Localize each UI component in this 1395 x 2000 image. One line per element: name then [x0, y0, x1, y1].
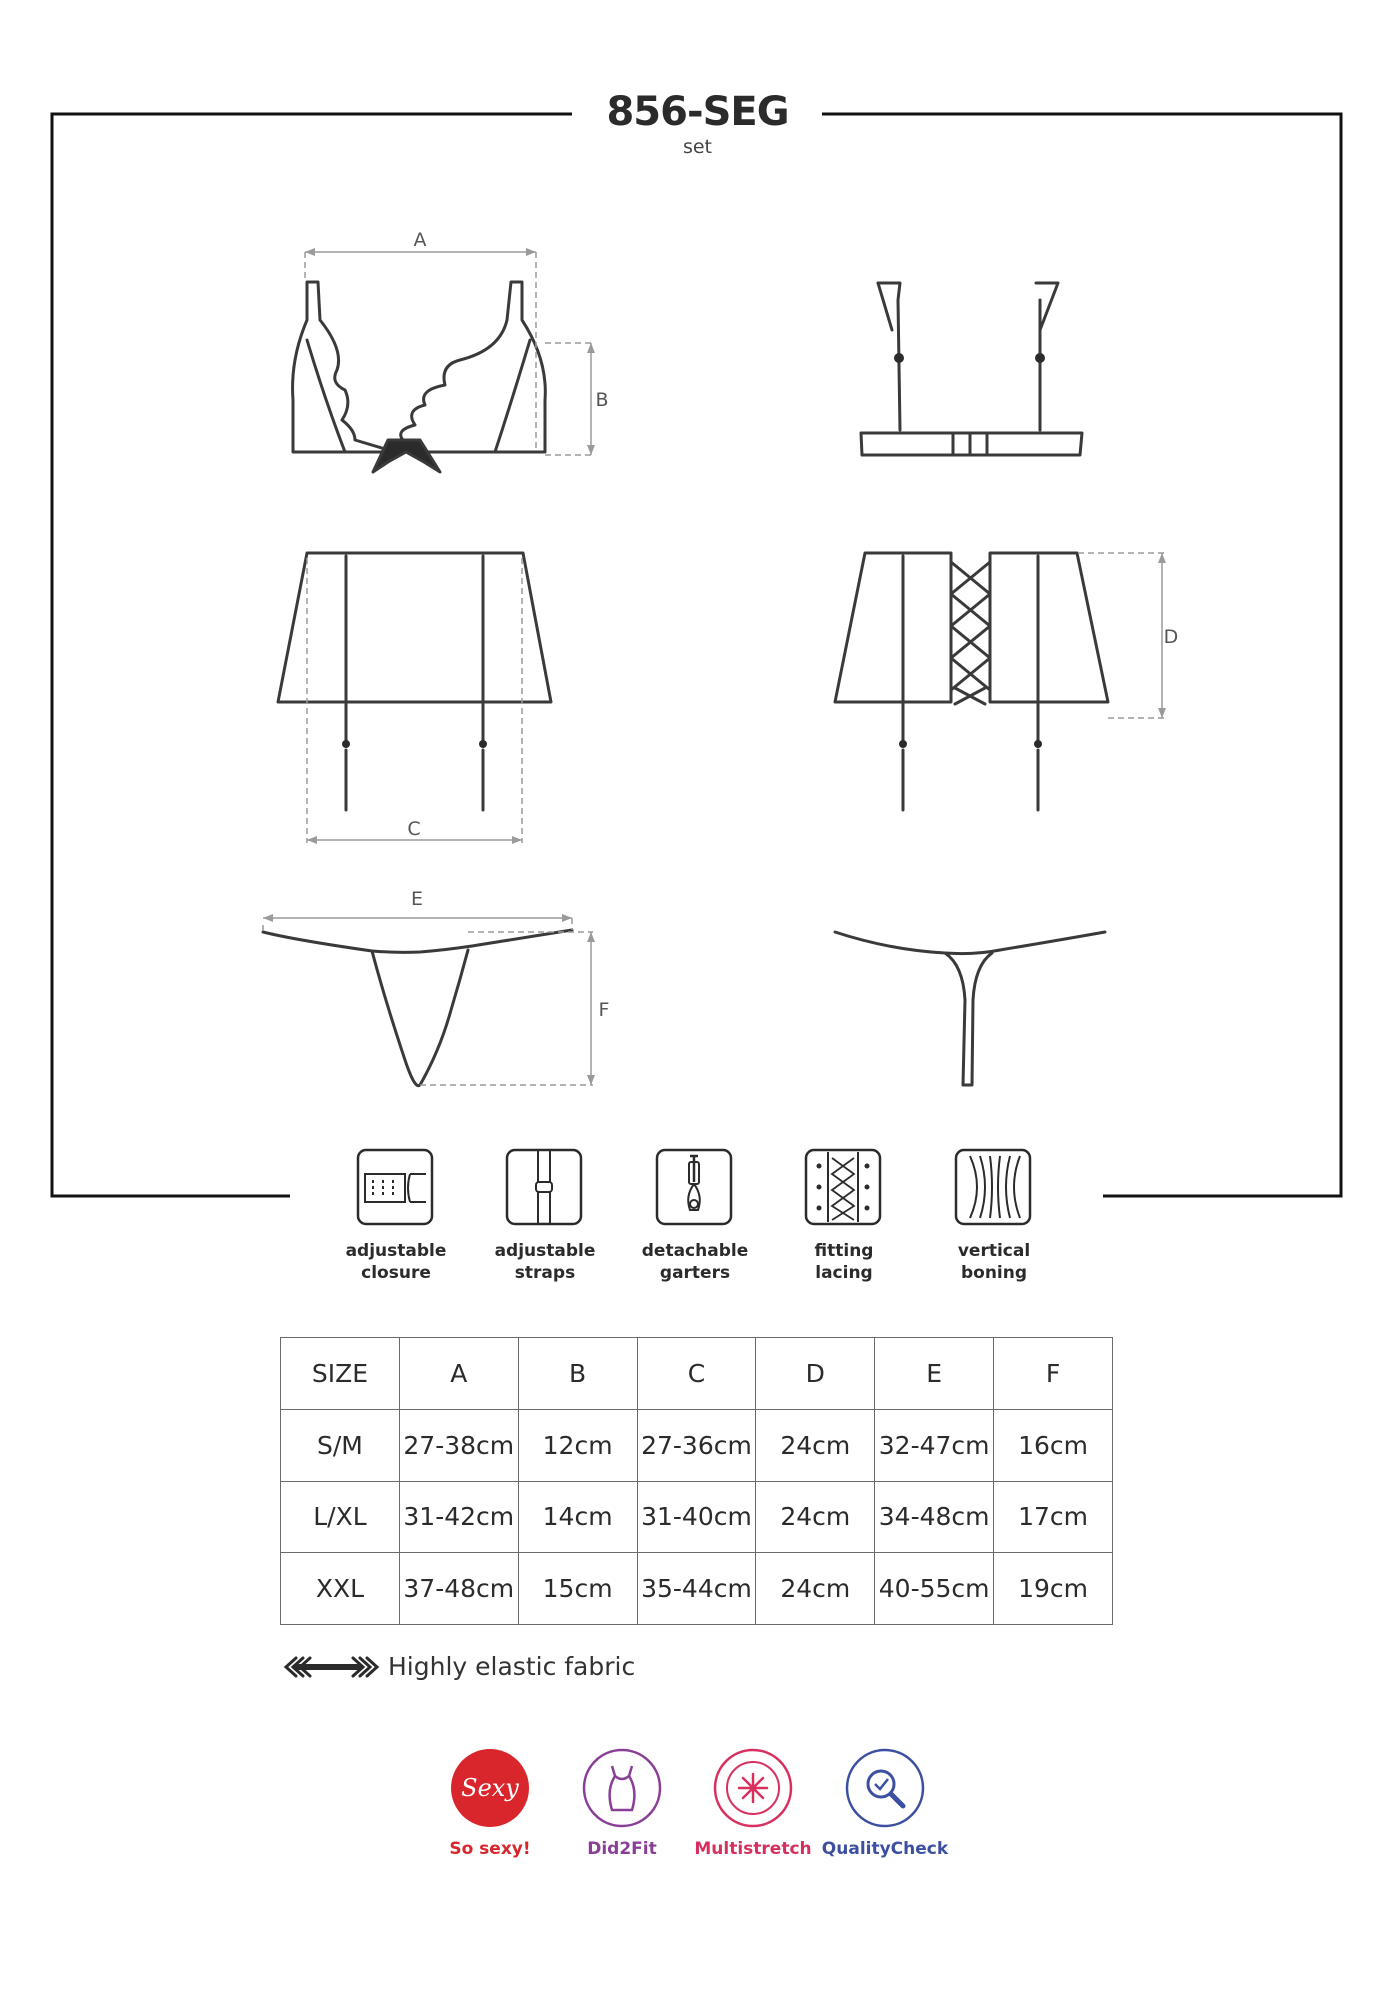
badge-quality-check	[810, 1748, 960, 1868]
header-cell: SIZE	[281, 1338, 400, 1410]
table-cell: 27-36cm	[637, 1409, 756, 1481]
sexy-icon	[450, 1748, 530, 1828]
dimension-label-b: B	[595, 389, 609, 411]
table-cell: 24cm	[756, 1409, 875, 1481]
header-cell: B	[518, 1338, 637, 1410]
header-cell: E	[875, 1338, 994, 1410]
table-cell: 31-40cm	[637, 1481, 756, 1553]
feature-label-line2: lacing	[815, 1263, 873, 1283]
badge-label: Multistretch	[694, 1839, 812, 1859]
table-cell: 31-42cm	[399, 1481, 518, 1553]
badge-label: So sexy!	[449, 1839, 531, 1859]
feature-label-line1: vertical	[957, 1241, 1031, 1261]
dimension-label-a: A	[413, 229, 427, 251]
table-cell: 35-44cm	[637, 1553, 756, 1625]
did2fit-icon	[582, 1748, 662, 1828]
feature-label-line1: fitting	[814, 1241, 874, 1261]
table-cell: 12cm	[518, 1409, 637, 1481]
dimension-label-c: C	[407, 818, 421, 840]
multistretch-icon	[713, 1748, 793, 1828]
table-cell: 14cm	[518, 1481, 637, 1553]
header-cell: A	[399, 1338, 518, 1410]
table-cell: 32-47cm	[875, 1409, 994, 1481]
badge-label: Did2Fit	[587, 1839, 657, 1859]
page-subtitle: set	[682, 136, 713, 158]
table-cell: 19cm	[994, 1553, 1113, 1625]
quality-check-icon	[845, 1748, 925, 1828]
table-cell: 40-55cm	[875, 1553, 994, 1625]
badge-so-sexy	[415, 1748, 565, 1868]
badge-label: QualityCheck	[821, 1839, 949, 1859]
header-cell: C	[637, 1338, 756, 1410]
feature-label-line2: boning	[960, 1263, 1028, 1283]
table-cell: L/XL	[281, 1481, 400, 1553]
table-cell: 17cm	[994, 1481, 1113, 1553]
table-cell: 34-48cm	[875, 1481, 994, 1553]
feature-label-line1: adjustable	[345, 1241, 447, 1261]
badge-multistretch	[678, 1748, 828, 1868]
dimension-label-f: F	[598, 999, 610, 1021]
elastic-note: Highly elastic fabric	[388, 1652, 636, 1681]
table-cell: XXL	[281, 1553, 400, 1625]
sexy-mark: Sexy	[461, 1774, 519, 1802]
header-cell: F	[994, 1338, 1113, 1410]
header-cell: D	[756, 1338, 875, 1410]
table-cell: 16cm	[994, 1409, 1113, 1481]
badge-did2fit	[547, 1748, 697, 1868]
dimension-label-d: D	[1163, 626, 1179, 648]
feature-label-line2: straps	[514, 1263, 576, 1283]
table-cell: 27-38cm	[399, 1409, 518, 1481]
feature-label-line1: detachable	[641, 1241, 749, 1261]
dimension-label-e: E	[410, 888, 423, 910]
table-cell: 37-48cm	[399, 1553, 518, 1625]
table-cell: S/M	[281, 1409, 400, 1481]
table-cell: 24cm	[756, 1553, 875, 1625]
table-cell: 15cm	[518, 1553, 637, 1625]
feature-label-line2: closure	[361, 1263, 431, 1283]
feature-label-line2: garters	[659, 1263, 731, 1283]
feature-label-line1: adjustable	[494, 1241, 596, 1261]
page-title: 856-SEG	[606, 89, 789, 135]
table-cell: 24cm	[756, 1481, 875, 1553]
